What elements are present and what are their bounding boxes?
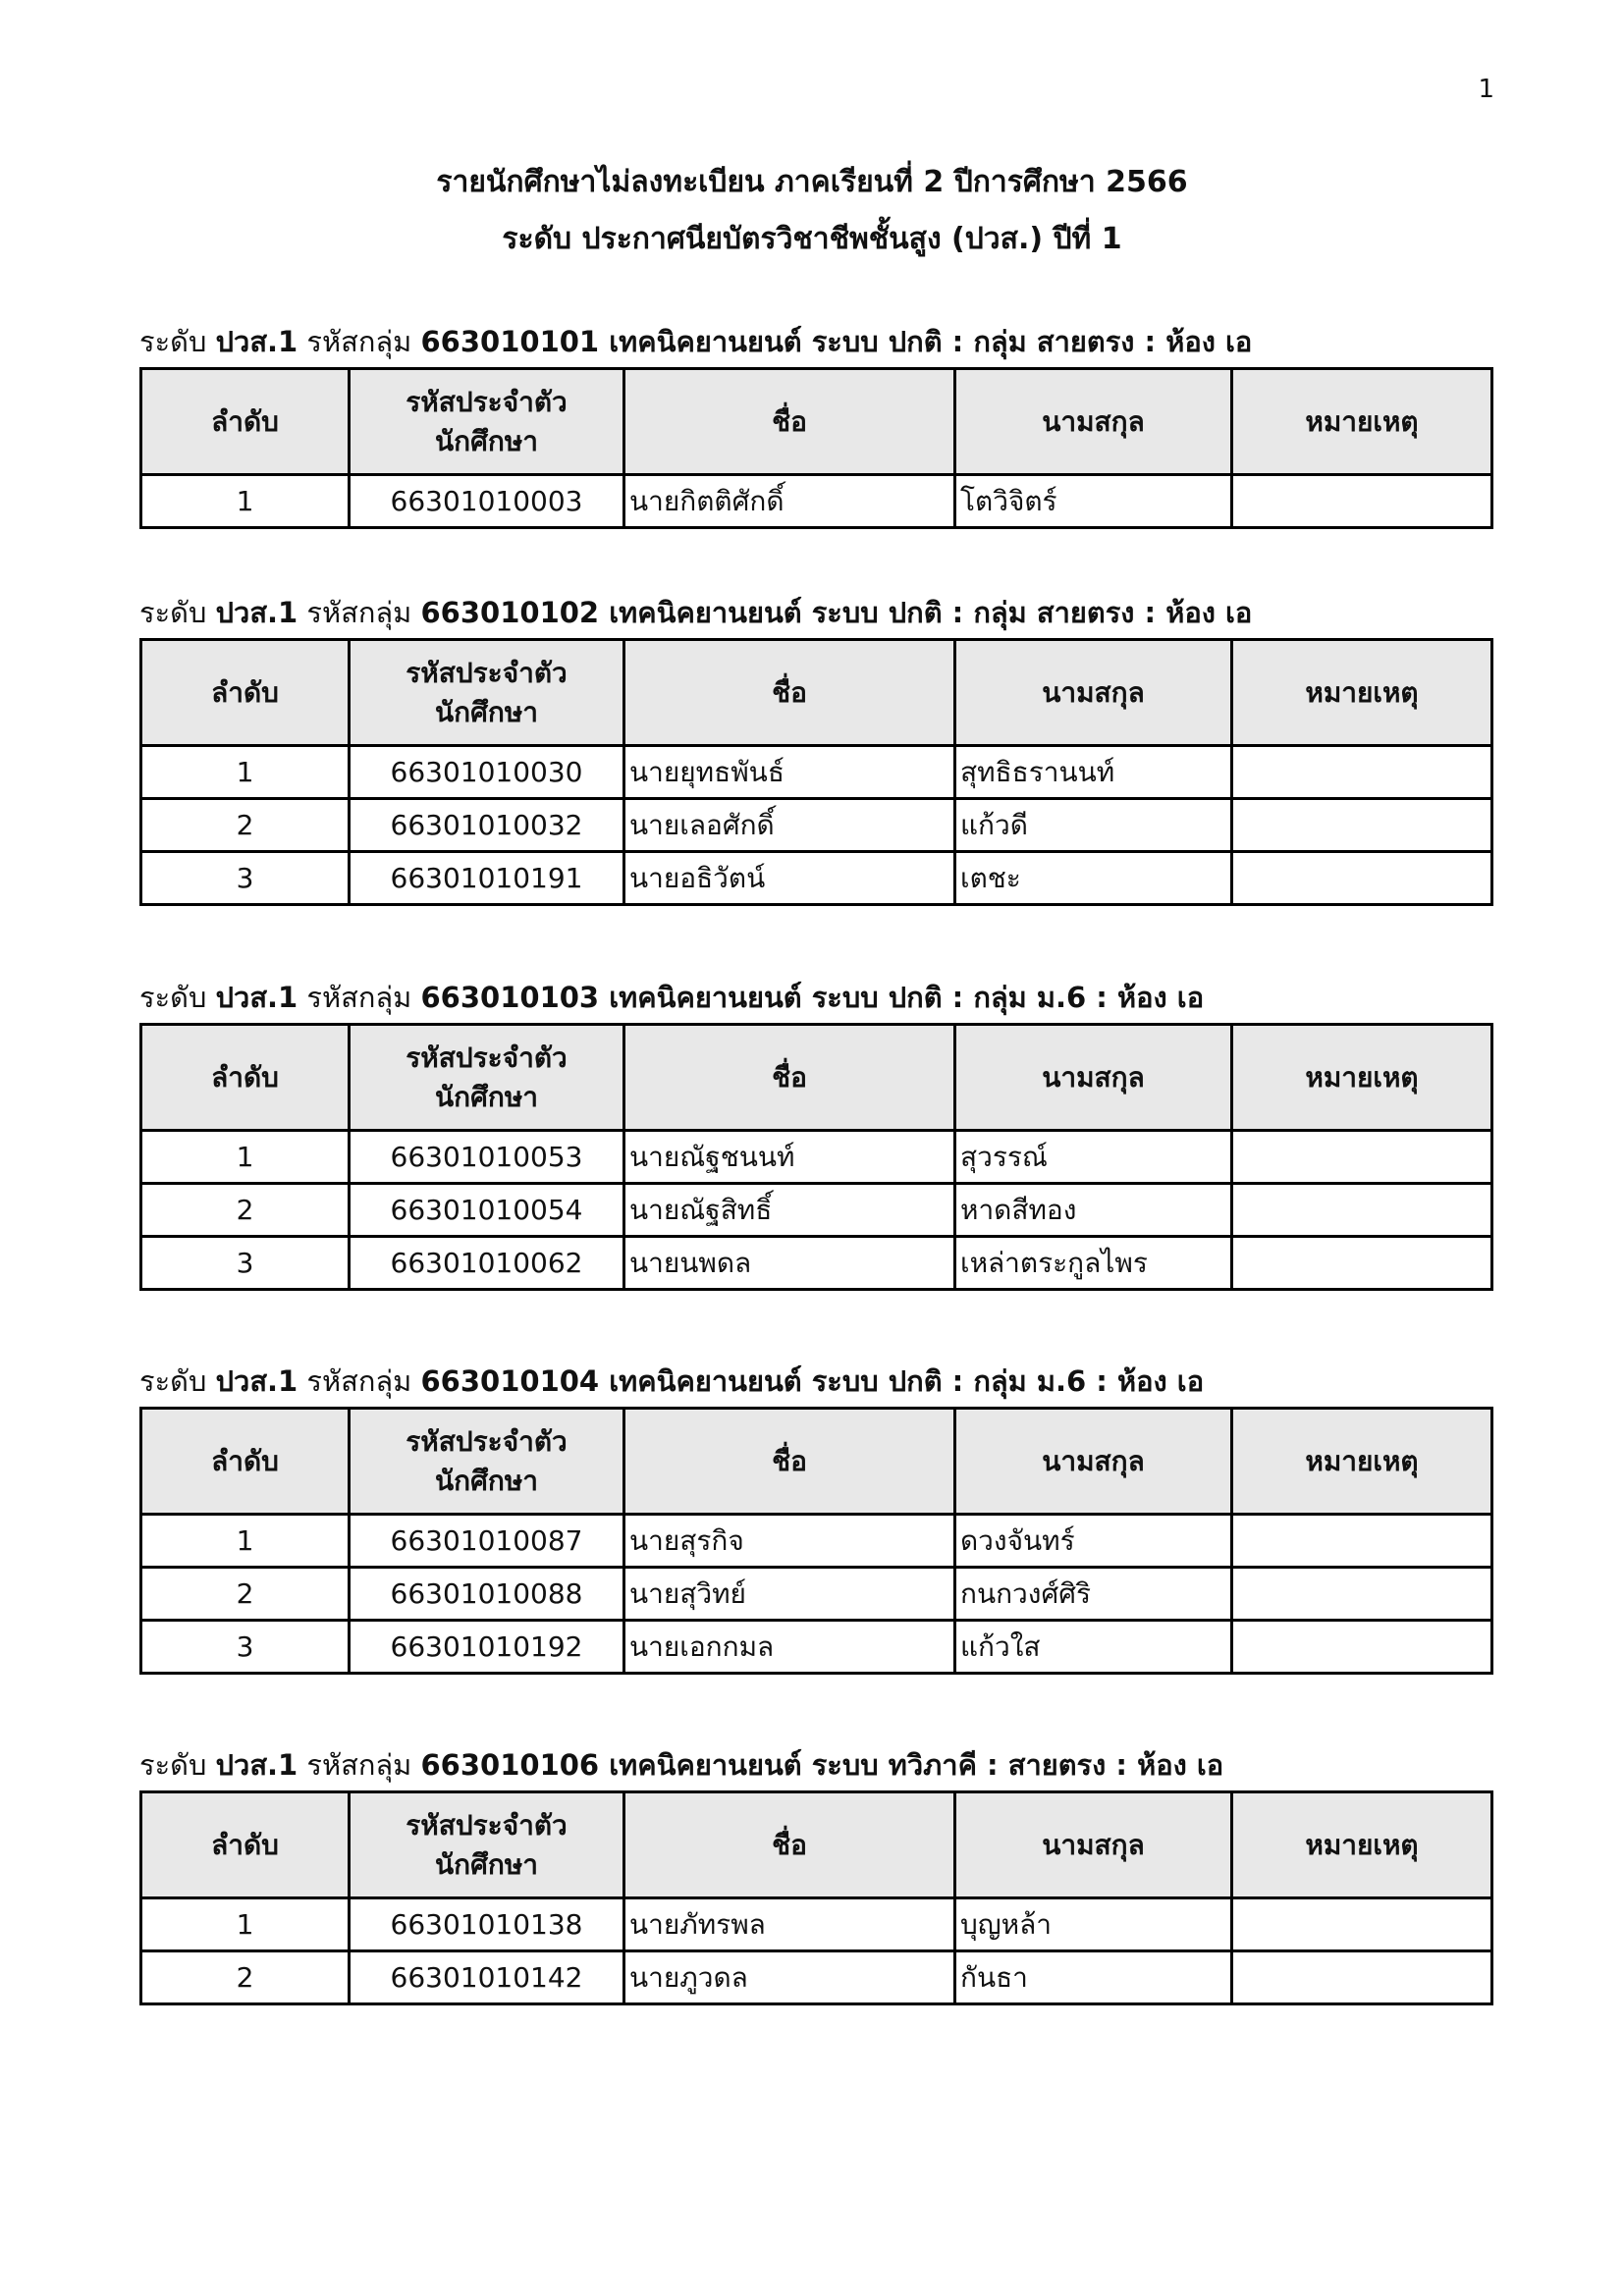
cell-no: 2 bbox=[141, 799, 350, 852]
heading-code-label: รหัสกลุ่ม bbox=[298, 981, 421, 1014]
cell-last-name: เตชะ bbox=[955, 852, 1232, 905]
header-student-id-line2: นักศึกษา bbox=[435, 695, 538, 728]
student-table bbox=[139, 638, 1493, 906]
cell-first-name: นายกิตติศักดิ์ bbox=[624, 475, 955, 528]
heading-prefix: ระดับ bbox=[139, 1748, 216, 1782]
heading-code-label: รหัสกลุ่ม bbox=[298, 596, 421, 629]
header-no: ลำดับ bbox=[141, 1409, 350, 1515]
header-no: ลำดับ bbox=[141, 640, 350, 746]
cell-student-id: 66301010054 bbox=[350, 1184, 624, 1237]
heading-code-label: รหัสกลุ่ม bbox=[298, 325, 421, 358]
cell-remark bbox=[1232, 1515, 1492, 1568]
cell-first-name: นายภูวดล bbox=[624, 1951, 955, 2004]
header-row bbox=[141, 1025, 1492, 1131]
cell-student-id: 66301010192 bbox=[350, 1621, 624, 1674]
group-section bbox=[139, 978, 1490, 1291]
header-student-id-line2: นักศึกษา bbox=[435, 1464, 538, 1497]
cell-last-name: สุทธิธรานนท์ bbox=[955, 746, 1232, 799]
heading-level: ปวส.1 bbox=[215, 596, 298, 629]
student-table bbox=[139, 1023, 1493, 1291]
group-heading bbox=[139, 1745, 1490, 1790]
table-row bbox=[141, 746, 1492, 799]
table-row bbox=[141, 1898, 1492, 1951]
group-section bbox=[139, 593, 1490, 906]
cell-student-id: 66301010053 bbox=[350, 1131, 624, 1184]
header-student-id bbox=[350, 1792, 624, 1898]
cell-student-id: 66301010003 bbox=[350, 475, 624, 528]
header-student-id-line1: รหัสประจำตัว bbox=[406, 1424, 568, 1458]
cell-no: 3 bbox=[141, 1621, 350, 1674]
heading-details: 663010102 เทคนิคยานยนต์ ระบบ ปกติ : กลุ่ม สายตรง : ห้อง เอ bbox=[420, 596, 1253, 629]
table-row bbox=[141, 1237, 1492, 1290]
cell-no: 2 bbox=[141, 1184, 350, 1237]
heading-level: ปวส.1 bbox=[215, 325, 298, 358]
header-remark: หมายเหตุ bbox=[1232, 1409, 1492, 1515]
cell-last-name: เหล่าตระกูลไพร bbox=[955, 1237, 1232, 1290]
header-row bbox=[141, 640, 1492, 746]
header-no: ลำดับ bbox=[141, 1025, 350, 1131]
table-row bbox=[141, 852, 1492, 905]
header-last-name: นามสกุล bbox=[955, 1409, 1232, 1515]
cell-no: 2 bbox=[141, 1568, 350, 1621]
header-student-id-line1: รหัสประจำตัว bbox=[406, 656, 568, 689]
cell-first-name: นายเอกกมล bbox=[624, 1621, 955, 1674]
header-student-id-line2: นักศึกษา bbox=[435, 1080, 538, 1113]
cell-first-name: นายณัฐชนนท์ bbox=[624, 1131, 955, 1184]
heading-code-label: รหัสกลุ่ม bbox=[298, 1748, 421, 1782]
table-row bbox=[141, 475, 1492, 528]
table-row bbox=[141, 1184, 1492, 1237]
heading-details: 663010106 เทคนิคยานยนต์ ระบบ ทวิภาคี : สายตรง : ห้อง เอ bbox=[420, 1748, 1224, 1782]
header-first-name: ชื่อ bbox=[624, 640, 955, 746]
cell-remark bbox=[1232, 852, 1492, 905]
group-heading bbox=[139, 593, 1490, 638]
header-remark: หมายเหตุ bbox=[1232, 640, 1492, 746]
cell-no: 1 bbox=[141, 475, 350, 528]
cell-no: 1 bbox=[141, 1131, 350, 1184]
cell-last-name: กันธา bbox=[955, 1951, 1232, 2004]
header-first-name: ชื่อ bbox=[624, 369, 955, 475]
header-last-name: นามสกุล bbox=[955, 1025, 1232, 1131]
heading-prefix: ระดับ bbox=[139, 981, 216, 1014]
heading-details: 663010103 เทคนิคยานยนต์ ระบบ ปกติ : กลุ่ม ม.6 : ห้อง เอ bbox=[420, 981, 1205, 1014]
student-table bbox=[139, 1790, 1493, 2005]
cell-first-name: นายยุทธพันธ์ bbox=[624, 746, 955, 799]
header-first-name: ชื่อ bbox=[624, 1409, 955, 1515]
cell-remark bbox=[1232, 799, 1492, 852]
heading-details: 663010104 เทคนิคยานยนต์ ระบบ ปกติ : กลุ่ม ม.6 : ห้อง เอ bbox=[420, 1364, 1205, 1398]
cell-no: 1 bbox=[141, 1515, 350, 1568]
header-student-id bbox=[350, 369, 624, 475]
cell-last-name: สุวรรณ์ bbox=[955, 1131, 1232, 1184]
header-remark: หมายเหตุ bbox=[1232, 1792, 1492, 1898]
heading-prefix: ระดับ bbox=[139, 325, 216, 358]
header-student-id bbox=[350, 1409, 624, 1515]
student-table bbox=[139, 367, 1493, 529]
heading-prefix: ระดับ bbox=[139, 1364, 216, 1398]
cell-remark bbox=[1232, 1184, 1492, 1237]
cell-student-id: 66301010191 bbox=[350, 852, 624, 905]
cell-first-name: นายนพดล bbox=[624, 1237, 955, 1290]
header-last-name: นามสกุล bbox=[955, 1792, 1232, 1898]
table-row bbox=[141, 1568, 1492, 1621]
header-no: ลำดับ bbox=[141, 1792, 350, 1898]
header-row bbox=[141, 1409, 1492, 1515]
table-row bbox=[141, 1951, 1492, 2004]
cell-first-name: นายเลอศักดิ์ bbox=[624, 799, 955, 852]
cell-no: 3 bbox=[141, 1237, 350, 1290]
cell-first-name: นายสุวิทย์ bbox=[624, 1568, 955, 1621]
cell-remark bbox=[1232, 1898, 1492, 1951]
group-section bbox=[139, 1745, 1490, 2005]
table-row bbox=[141, 799, 1492, 852]
heading-code-label: รหัสกลุ่ม bbox=[298, 1364, 421, 1398]
cell-student-id: 66301010032 bbox=[350, 799, 624, 852]
table-row bbox=[141, 1515, 1492, 1568]
cell-student-id: 66301010087 bbox=[350, 1515, 624, 1568]
cell-first-name: นายณัฐสิทธิ์ bbox=[624, 1184, 955, 1237]
cell-first-name: นายสุรกิจ bbox=[624, 1515, 955, 1568]
header-row bbox=[141, 369, 1492, 475]
cell-student-id: 66301010142 bbox=[350, 1951, 624, 2004]
table-row bbox=[141, 1131, 1492, 1184]
cell-remark bbox=[1232, 1237, 1492, 1290]
group-heading bbox=[139, 1362, 1490, 1407]
header-last-name: นามสกุล bbox=[955, 369, 1232, 475]
cell-first-name: นายอธิวัตน์ bbox=[624, 852, 955, 905]
cell-remark bbox=[1232, 746, 1492, 799]
heading-prefix: ระดับ bbox=[139, 596, 216, 629]
header-first-name: ชื่อ bbox=[624, 1792, 955, 1898]
document-subtitle: ระดับ ประกาศนียบัตรวิชาชีพชั้นสูง (ปวส.) ปีที่ 1 bbox=[502, 222, 1122, 256]
group-section bbox=[139, 1362, 1490, 1675]
cell-remark bbox=[1232, 1621, 1492, 1674]
cell-student-id: 66301010138 bbox=[350, 1898, 624, 1951]
header-student-id bbox=[350, 1025, 624, 1131]
cell-last-name: ดวงจันทร์ bbox=[955, 1515, 1232, 1568]
header-student-id bbox=[350, 640, 624, 746]
cell-remark bbox=[1232, 1568, 1492, 1621]
heading-level: ปวส.1 bbox=[215, 1748, 298, 1782]
document-title: รายนักศึกษาไม่ลงทะเบียน ภาคเรียนที่ 2 ปีการศึกษา 2566 bbox=[436, 165, 1188, 199]
cell-no: 3 bbox=[141, 852, 350, 905]
cell-remark bbox=[1232, 475, 1492, 528]
header-student-id-line2: นักศึกษา bbox=[435, 424, 538, 457]
heading-level: ปวส.1 bbox=[215, 1364, 298, 1398]
cell-last-name: กนกวงศ์ศิริ bbox=[955, 1568, 1232, 1621]
group-heading bbox=[139, 322, 1490, 367]
cell-no: 1 bbox=[141, 1898, 350, 1951]
header-student-id-line1: รหัสประจำตัว bbox=[406, 1808, 568, 1842]
cell-remark bbox=[1232, 1951, 1492, 2004]
cell-student-id: 66301010088 bbox=[350, 1568, 624, 1621]
header-remark: หมายเหตุ bbox=[1232, 1025, 1492, 1131]
cell-first-name: นายภัทรพล bbox=[624, 1898, 955, 1951]
heading-level: ปวส.1 bbox=[215, 981, 298, 1014]
group-heading bbox=[139, 978, 1490, 1023]
cell-no: 2 bbox=[141, 1951, 350, 2004]
header-student-id-line2: นักศึกษา bbox=[435, 1847, 538, 1881]
cell-last-name: โตวิจิตร์ bbox=[955, 475, 1232, 528]
cell-student-id: 66301010030 bbox=[350, 746, 624, 799]
header-student-id-line1: รหัสประจำตัว bbox=[406, 1041, 568, 1074]
header-student-id-line1: รหัสประจำตัว bbox=[406, 385, 568, 418]
cell-student-id: 66301010062 bbox=[350, 1237, 624, 1290]
table-row bbox=[141, 1621, 1492, 1674]
group-section bbox=[139, 322, 1490, 529]
header-remark: หมายเหตุ bbox=[1232, 369, 1492, 475]
cell-last-name: บุญหล้า bbox=[955, 1898, 1232, 1951]
cell-last-name: แก้วดี bbox=[955, 799, 1232, 852]
cell-no: 1 bbox=[141, 746, 350, 799]
cell-remark bbox=[1232, 1131, 1492, 1184]
header-first-name: ชื่อ bbox=[624, 1025, 955, 1131]
cell-last-name: แก้วใส bbox=[955, 1621, 1232, 1674]
header-row bbox=[141, 1792, 1492, 1898]
heading-details: 663010101 เทคนิคยานยนต์ ระบบ ปกติ : กลุ่ม สายตรง : ห้อง เอ bbox=[420, 325, 1253, 358]
cell-last-name: หาดสีทอง bbox=[955, 1184, 1232, 1237]
header-no: ลำดับ bbox=[141, 369, 350, 475]
page-number: 1 bbox=[1478, 75, 1494, 104]
header-last-name: นามสกุล bbox=[955, 640, 1232, 746]
student-table bbox=[139, 1407, 1493, 1675]
